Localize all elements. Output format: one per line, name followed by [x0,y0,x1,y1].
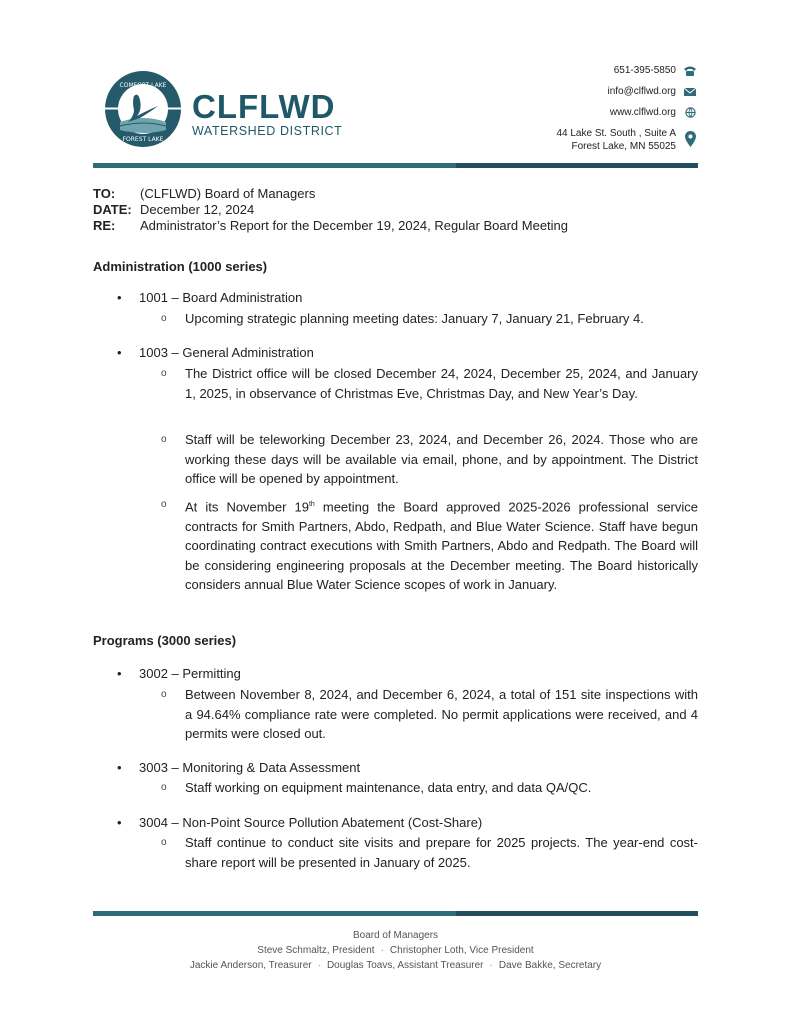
contact-website [556,106,697,127]
section-title-administration: Administration (1000 series) [93,259,268,274]
memo-re [93,218,568,234]
sub-bullet: o [161,837,167,848]
separator: · [317,960,321,971]
memo-date-label: DATE: [93,202,132,217]
board-member: Christopher Loth, Vice President [389,945,534,956]
footer-line-1 [93,943,698,958]
item-heading-3003: 3003 – Monitoring & Data Assessment [139,760,361,775]
contact-phone [556,64,697,85]
contact-block [556,64,697,155]
item-1003-point-1: The District office will be closed December 24, 2024, December 25, 2024, and January 1, 2025, in observance of Christmas Eve, Christmas Day, and New Year’s Day. [185,366,698,401]
item-3004-point-1: Staff continue to conduct site visits and prepare for 2025 projects. The year-end cost-share report will be presented in January of 2025. [185,835,698,870]
memo-to-label: TO: [93,186,116,201]
section-title-programs: Programs (3000 series) [93,633,237,648]
board-member: Dave Bakke, Secretary [498,960,602,971]
sub-bullet: o [161,689,167,700]
bullet: • [117,815,122,830]
board-member: Douglas Toavs, Assistant Treasurer [326,960,484,971]
bullet: • [117,760,122,775]
item-heading-1001: 1001 – Board Administration [139,290,303,305]
footer-line-2 [93,958,698,973]
item-heading-3004: 3004 – Non-Point Source Pollution Abatement (Cost-Share) [139,815,483,830]
email-text: info@clflwd.org [607,86,676,97]
map-pin-icon [683,129,697,149]
footer-divider [93,911,698,916]
sub-bullet: o [161,782,167,793]
item-1003-point-3: At its November 19th meeting the Board approved 2025-2026 professional service contracts for Smith Partners, Abdo, Redpath, and Blue Water Science. Staff have begun coordinating contract executions with Smith Partners, Abdo and Redpath. The Board will be considering engineering proposals at the December meeting. The Board historically considers annual Blue Water Science scopes of work in January. [185,499,699,593]
memo-to-value: (CLFLWD) Board of Managers [140,186,316,201]
footer-title: Board of Managers [352,930,439,941]
logo-ring-bottom: FOREST LAKE [122,136,164,143]
address-line-1: 44 Lake St. South , Suite A [556,128,676,139]
item-1001-point-1: Upcoming strategic planning meeting dates: January 7, January 21, February 4. [185,311,644,326]
footer-board-list [93,928,698,973]
sub-bullet: o [161,499,167,510]
separator: · [380,945,384,956]
memo-re-value: Administrator’s Report for the December 19, 2024, Regular Board Meeting [140,218,569,233]
brand-block [192,88,343,138]
bullet: • [117,345,122,360]
sub-bullet: o [161,313,167,324]
memo-date-value: December 12, 2024 [140,202,255,217]
brand-subtitle: WATERSHED DISTRICT [192,124,343,138]
item-heading-1003: 1003 – General Administration [139,345,314,360]
globe-icon [683,106,697,119]
brand-name: CLFLWD [192,88,336,125]
item-1003-point-2: Staff will be teleworking December 23, 2024, and December 26, 2024. Those who are working these days will be available via email, phone, and by appointment. The District office will be opened by appointment. [185,432,698,486]
mail-icon [683,85,697,98]
address-line-2: Forest Lake, MN 55025 [571,141,676,152]
website-text: www.clflwd.org [609,107,676,118]
logo-ring-top: COMFORT LAKE [119,82,167,89]
memo-header [93,186,568,234]
separator: · [489,960,493,971]
board-member: Steve Schmaltz, President [257,945,375,956]
bullet: • [117,290,122,305]
bullet: • [117,666,122,681]
item-3002-point-1: Between November 8, 2024, and December 6, 2024, a total of 151 site inspections with a 94.64% compliance rate were completed. No permit applications were received, and 4 permits were closed out. [185,687,698,741]
phone-icon [683,64,697,77]
item-3003-point-1: Staff working on equipment maintenance, data entry, and data QA/QC. [185,780,592,795]
memo-to [93,186,568,202]
memo-re-label: RE: [93,218,116,233]
sub-bullet: o [161,434,167,445]
sub-bullet: o [161,368,167,379]
memo-date [93,202,568,218]
header-divider [93,163,698,168]
contact-email [556,85,697,106]
contact-address [556,127,697,155]
item-heading-3002: 3002 – Permitting [139,666,241,681]
phone-text: 651-395-5850 [613,65,676,76]
clflwd-logo-icon [104,70,182,148]
board-member: Jackie Anderson, Treasurer [189,960,312,971]
